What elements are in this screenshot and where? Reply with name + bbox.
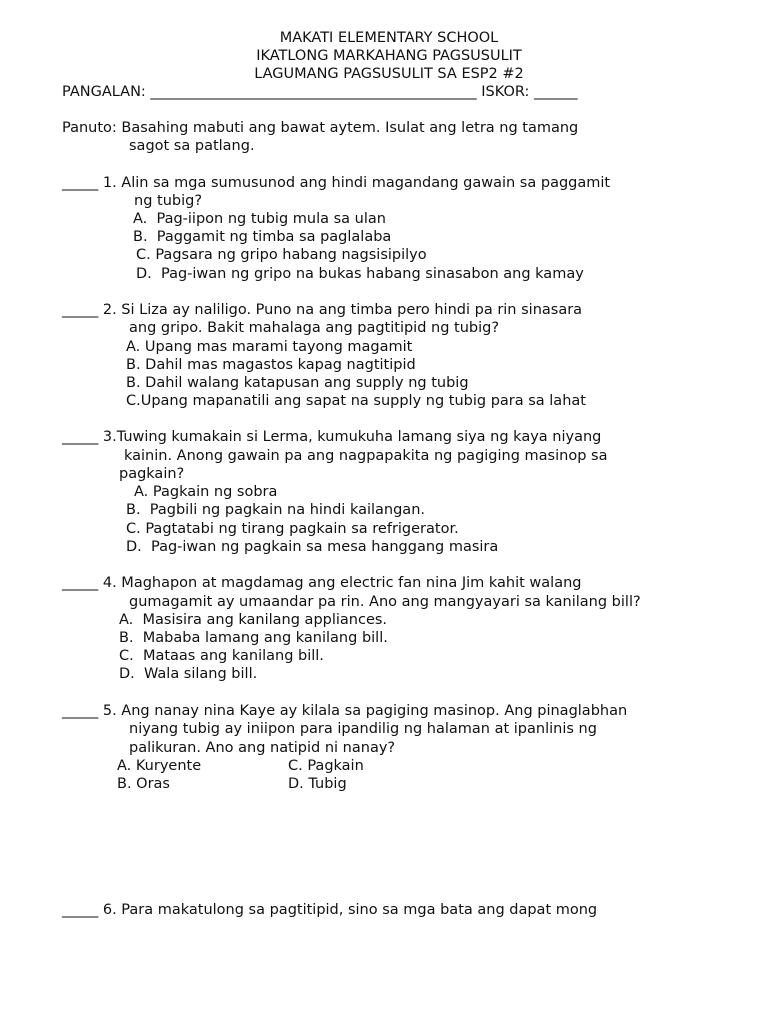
question-2-text-cont: ang gripo. Bakit mahalaga ang pagtitipid ng tubig? <box>129 320 500 336</box>
question-1-text-cont: ng tubig? <box>134 193 203 209</box>
name-score-line: PANGALAN: _____________________________________________ ISKOR: ______ <box>62 84 578 100</box>
question-1-choice-a: A. Pag-iipon ng tubig mula sa ulan <box>133 211 386 227</box>
question-5-choice-b: B. Oras <box>117 776 170 792</box>
question-2-choice-a: A. Upang mas marami tayong magamit <box>126 339 413 355</box>
question-3-text: _____ 3.Tuwing kumakain si Lerma, kumukuha lamang siya ng kaya niyang <box>62 429 602 445</box>
question-6-text: _____ 6. Para makatulong sa pagtitipid, sino sa mga bata ang dapat mong <box>62 902 598 918</box>
question-5-choice-c: C. Pagkain <box>288 758 364 774</box>
subject-title: LAGUMANG PAGSUSULIT SA ESP2 #2 <box>254 66 524 82</box>
question-4-choice-d: D. Wala silang bill. <box>119 666 258 682</box>
question-1-choice-d: D. Pag-iwan ng gripo na bukas habang sinasabon ang kamay <box>136 266 584 282</box>
question-4-text: _____ 4. Maghapon at magdamag ang electric fan nina Jim kahit walang <box>62 575 582 591</box>
instructions-line-1: Panuto: Basahing mabuti ang bawat aytem. Isulat ang letra ng tamang <box>62 120 579 136</box>
question-2-choice-b2: B. Dahil walang katapusan ang supply ng tubig <box>126 375 469 391</box>
question-5-text: _____ 5. Ang nanay nina Kaye ay kilala sa pagiging masinop. Ang pinaglabhan <box>62 703 628 719</box>
question-3-text-cont-2: pagkain? <box>119 466 185 482</box>
question-4-choice-c: C. Mataas ang kanilang bill. <box>119 648 324 664</box>
question-5-choice-d: D. Tubig <box>288 776 347 792</box>
school-name: MAKATI ELEMENTARY SCHOOL <box>279 30 499 46</box>
question-3-choice-b: B. Pagbili ng pagkain na hindi kailangan. <box>126 502 425 518</box>
question-5-text-cont-1: niyang tubig ay iniipon para ipandilig ng halaman at ipanlinis ng <box>129 721 597 737</box>
question-5-choice-a: A. Kuryente <box>117 758 202 774</box>
question-1-text: _____ 1. Alin sa mga sumusunod ang hindi magandang gawain sa paggamit <box>62 175 611 191</box>
question-3-text-cont-1: kainin. Anong gawain pa ang nagpapakita ng pagiging masinop sa <box>124 448 608 464</box>
question-3-choice-c: C. Pagtatabi ng tirang pagkain sa refrigerator. <box>126 521 459 537</box>
question-3-choice-a: A. Pagkain ng sobra <box>134 484 278 500</box>
question-4-choice-b: B. Mababa lamang ang kanilang bill. <box>119 630 388 646</box>
question-2-choice-b: B. Dahil mas magastos kapag nagtitipid <box>126 357 416 373</box>
question-4-text-cont: gumagamit ay umaandar pa rin. Ano ang mangyayari sa kanilang bill? <box>129 594 641 610</box>
question-2-text: _____ 2. Si Liza ay naliligo. Puno na ang timba pero hindi pa rin sinasara <box>62 302 583 318</box>
question-2-choice-c: C.Upang mapanatili ang sapat na supply ng tubig para sa lahat <box>126 393 586 409</box>
question-4-choice-a: A. Masisira ang kanilang appliances. <box>119 612 388 628</box>
question-5-text-cont-2: palikuran. Ano ang natipid ni nanay? <box>129 740 396 756</box>
question-1-choice-b: B. Paggamit ng timba sa paglalaba <box>133 229 392 245</box>
question-1-choice-c: C. Pagsara ng gripo habang nagsisipilyo <box>136 247 427 263</box>
question-3-choice-d: D. Pag-iwan ng pagkain sa mesa hanggang masira <box>126 539 499 555</box>
instructions-line-2: sagot sa patlang. <box>129 138 255 154</box>
exam-title: IKATLONG MARKAHANG PAGSUSULIT <box>256 48 522 64</box>
